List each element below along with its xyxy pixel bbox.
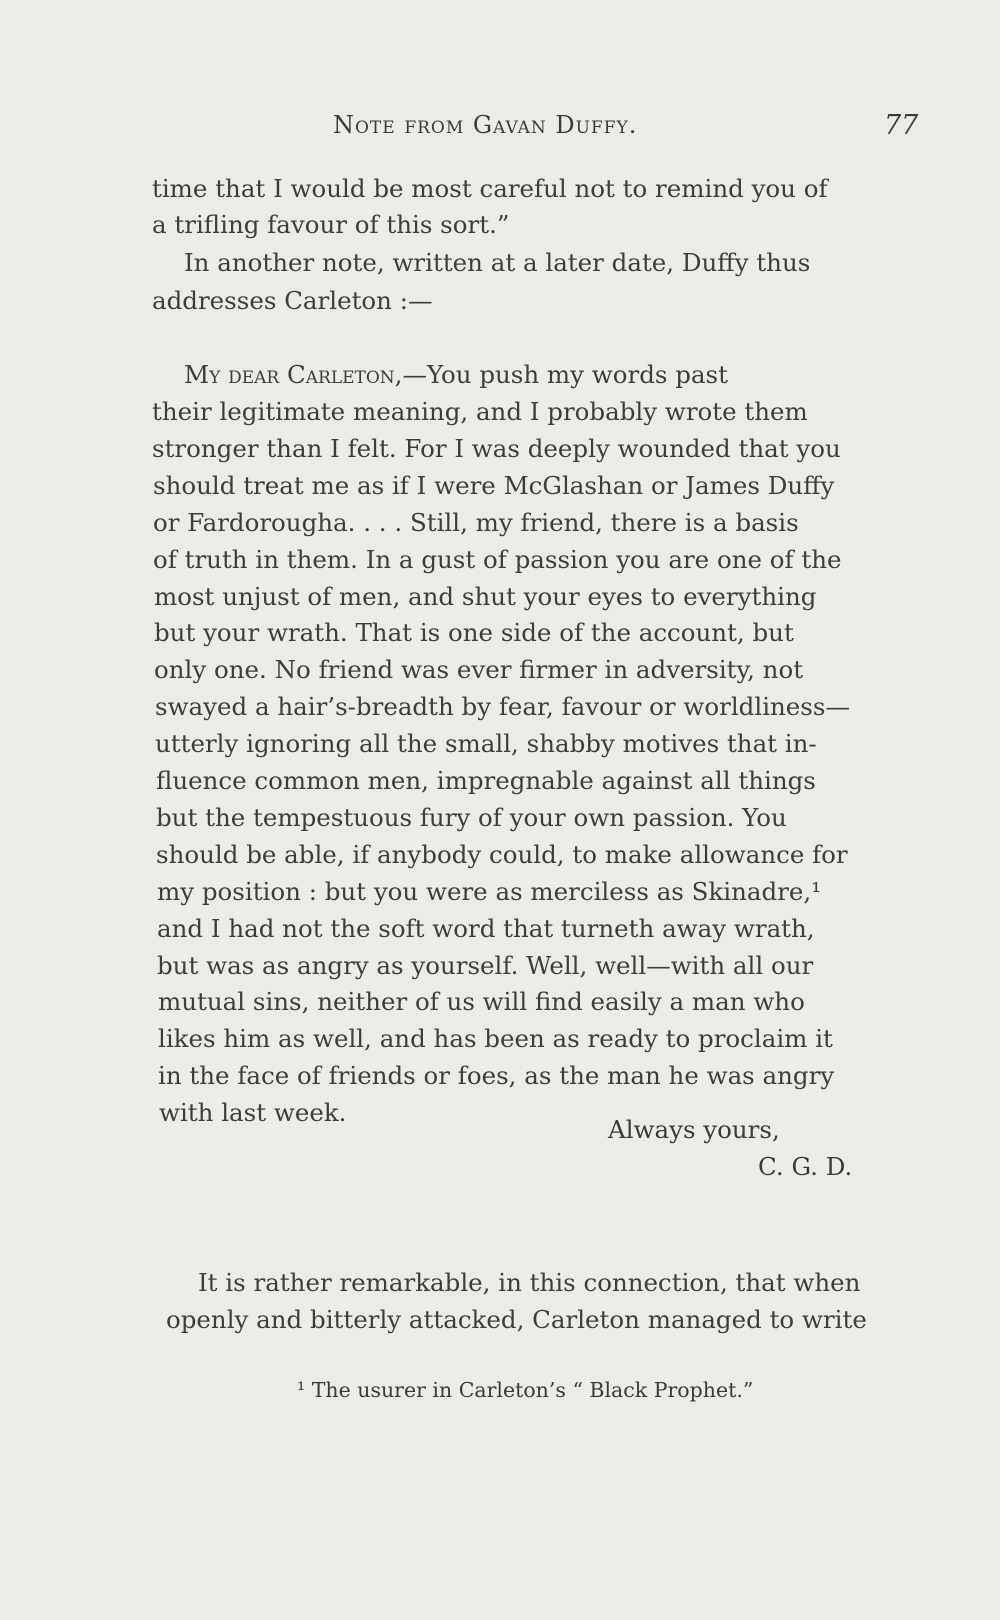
running-head: Note from Gavan Duffy.: [333, 111, 638, 139]
letter-line: most unjust of men, and shut your eyes to everything: [154, 582, 817, 611]
letter-salutation: My dear Carleton,: [184, 360, 403, 389]
body-line: a trifling favour of this sort.”: [152, 210, 510, 239]
footnote: ¹ The usurer in Carleton’s “ Black Prophet.”: [297, 1378, 754, 1402]
body-line: It is rather remarkable, in this connection, that when: [198, 1268, 861, 1297]
letter-line: of truth in them. In a gust of passion you are one of the: [153, 545, 842, 574]
letter-line: stronger than I felt. For I was deeply wounded that you: [152, 434, 841, 463]
body-line: openly and bitterly attacked, Carleton managed to write: [166, 1305, 867, 1334]
letter-line: my position : but you were as merciless as Skinadre,¹: [157, 877, 822, 906]
letter-first-line: [184, 360, 728, 389]
letter-line: with last week.: [159, 1098, 347, 1127]
letter-line: swayed a hair’s-breadth by fear, favour or worldliness—: [155, 692, 850, 721]
letter-line: and I had not the soft word that turneth away wrath,: [157, 914, 815, 943]
body-line: addresses Carleton :—: [152, 286, 433, 315]
letter-first-line-rest: —You push my words past: [402, 360, 728, 389]
letter-line: only one. No friend was ever firmer in adversity, not: [154, 655, 804, 684]
letter-line: in the face of friends or foes, as the man he was angry: [158, 1061, 835, 1090]
letter-line: but the tempestuous fury of your own passion. You: [156, 803, 787, 832]
letter-line: or Fardorougha. . . . Still, my friend, there is a basis: [153, 508, 799, 537]
letter-line: likes him as well, and has been as ready to proclaim it: [158, 1024, 833, 1053]
letter-line: utterly ignoring all the small, shabby motives that in-: [155, 729, 817, 758]
letter-line: their legitimate meaning, and I probably wrote them: [152, 397, 808, 426]
body-line: time that I would be most careful not to remind you of: [152, 174, 828, 203]
page-number: 77: [884, 110, 919, 141]
letter-line: should be able, if anybody could, to make allowance for: [156, 840, 848, 869]
letter-line: but was as angry as yourself. Well, well—with all our: [157, 951, 814, 980]
body-line: In another note, written at a later date, Duffy thus: [184, 248, 811, 277]
letter-closing: Always yours,: [608, 1115, 780, 1144]
letter-line: mutual sins, neither of us will find easily a man who: [158, 987, 805, 1016]
letter-line: but your wrath. That is one side of the account, but: [154, 618, 794, 647]
letter-line: fluence common men, impregnable against all things: [156, 766, 816, 795]
letter-signature: C. G. D.: [758, 1152, 853, 1181]
letter-line: should treat me as if I were McGlashan or James Duffy: [153, 471, 835, 500]
